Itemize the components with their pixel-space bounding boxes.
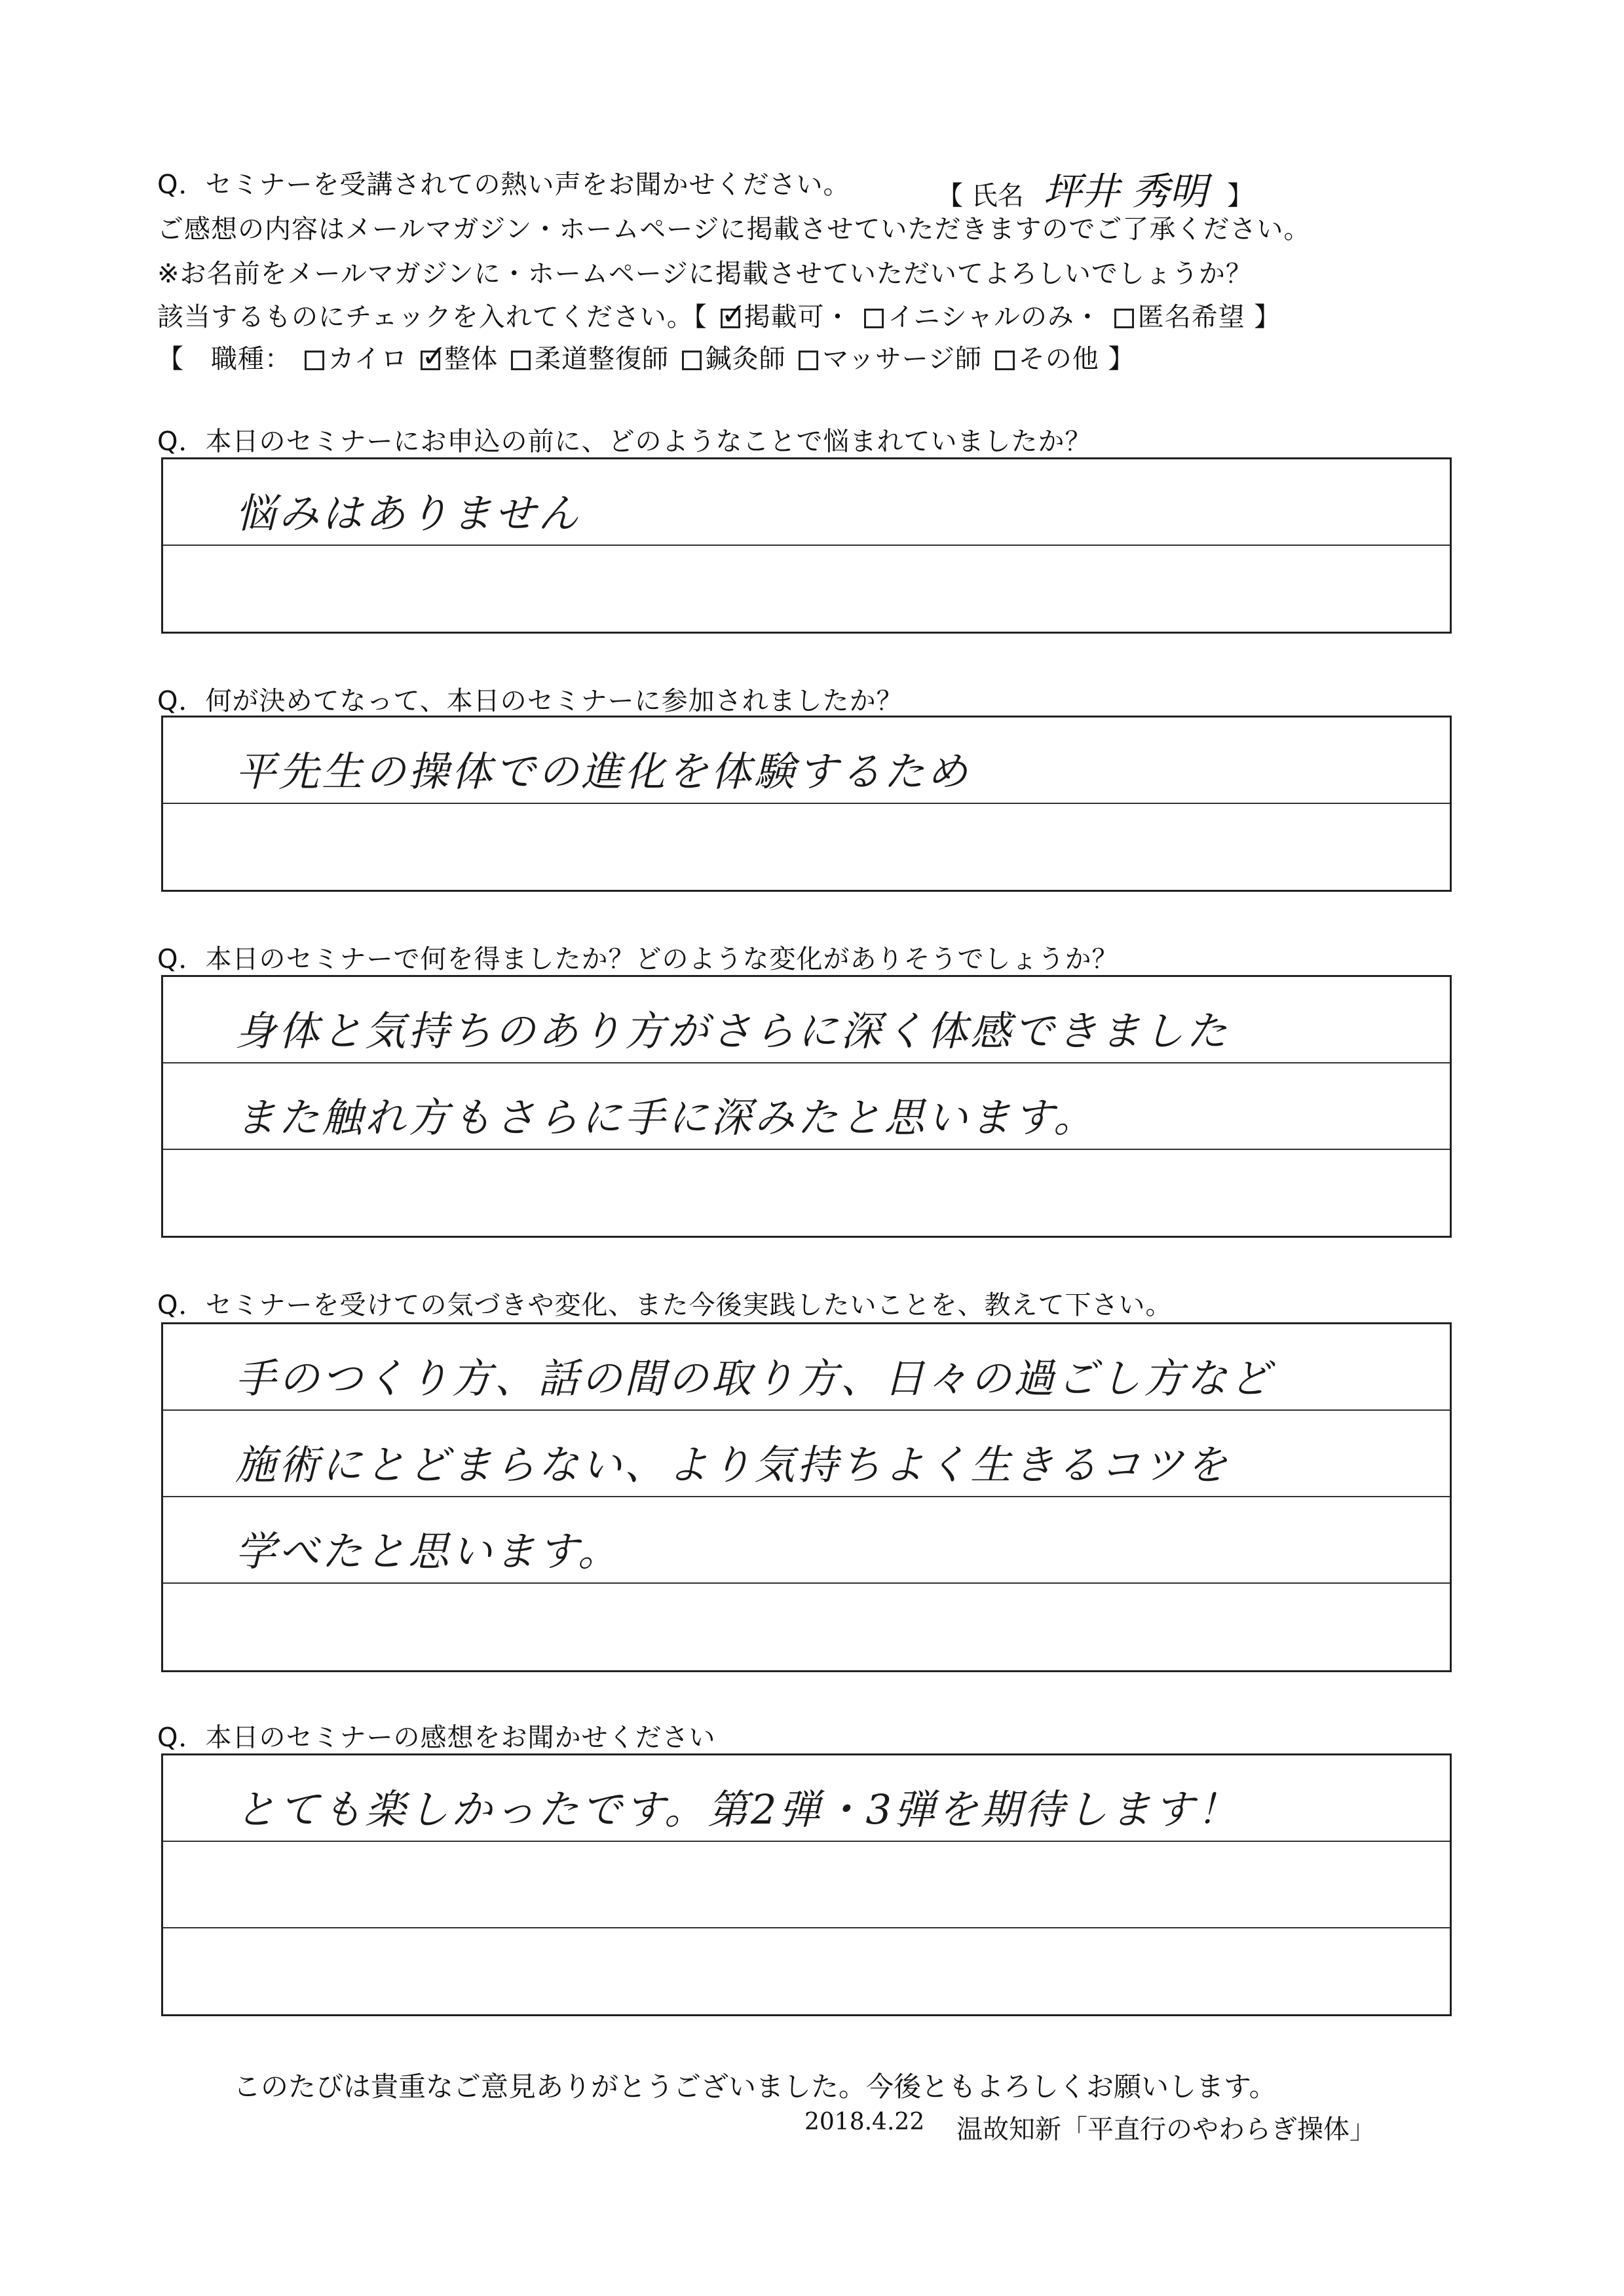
other-checkbox[interactable] (995, 351, 1015, 370)
footer-date: 2018.4.22 (804, 2109, 925, 2135)
anonymous-label: 匿名希望 (1137, 302, 1245, 332)
answer-line (163, 1063, 1450, 1150)
answer-text: 悩みはありません (235, 489, 582, 537)
answer-line (163, 1928, 1450, 2014)
publish-options-row (157, 296, 1281, 334)
name-value: 坪井 秀明 (1043, 169, 1208, 214)
answer-text: また触れ方もさらに手に深みたと思います。 (235, 1094, 1097, 1141)
answer-line (163, 1497, 1450, 1584)
answer-line (163, 1584, 1450, 1670)
massage-label: マッサージ師 (822, 344, 983, 374)
question-2: Q．何が決めてなって、本日のセミナーに参加されましたか？ (157, 686, 903, 716)
occupation-label: 【 職種： (157, 344, 292, 374)
publish-ok-checkbox[interactable] (721, 309, 740, 328)
massage-checkbox[interactable] (799, 351, 818, 370)
judo-therapist-label: 柔道整復師 (534, 344, 669, 374)
initials-only-label: イニシャルのみ・ (888, 302, 1101, 332)
chiro-label: カイロ (328, 344, 408, 374)
answer-box-2[interactable] (161, 716, 1452, 892)
answer-text: とても楽しかったです。第2弾・3弾を期待します！ (235, 1786, 1240, 1833)
seitai-label: 整体 (444, 344, 499, 374)
question-1: Q．本日のセミナーにお申込の前に、どのようなことで悩まれていましたか？ (157, 427, 1092, 457)
answer-box-4[interactable] (161, 1322, 1452, 1672)
answer-text: 身体と気持ちのあり方がさらに深く体感できました (235, 1007, 1230, 1055)
question-5: Q．本日のセミナーの感想をお聞かせください (157, 1723, 716, 1753)
answer-line (163, 977, 1450, 1063)
check-prompt: 該当するものにチェックを入れてください。【 (157, 302, 708, 332)
thanks-message: このたびは貴重なご意見ありがとうございました。今後ともよろしくお願いします。 (233, 2071, 1277, 2103)
answer-line (163, 546, 1450, 632)
answer-line (163, 1150, 1450, 1236)
question-3: Q．本日のセミナーで何を得ましたか？どのような変化がありそうでしょうか？ (157, 944, 1119, 974)
answer-box-3[interactable] (161, 975, 1452, 1238)
answer-text: 手のつくり方、話の間の取り方、日々の過ごし方など (235, 1354, 1274, 1402)
question-4: Q．セミナーを受けての気づきや変化、また今後実践したいことを、教えて下さい。 (157, 1290, 1173, 1320)
anonymous-checkbox[interactable] (1114, 309, 1134, 328)
name-label: 【 氏名 (937, 181, 1024, 211)
answer-line (163, 718, 1450, 804)
judo-therapist-checkbox[interactable] (511, 351, 531, 370)
name-field (937, 161, 1253, 216)
acupuncture-checkbox[interactable] (682, 351, 702, 370)
voice-question: Q．セミナーを受講されての熱い声をお聞かせください。 (157, 170, 850, 200)
name-publish-question: ※お名前をメールマガジンに・ホームページに掲載させていただいてよろしいでしょうか？ (157, 259, 1253, 289)
chiro-checkbox[interactable] (305, 351, 324, 370)
footer-event: 温故知新「平直行のやわらぎ操体」 (956, 2114, 1376, 2145)
answer-box-1[interactable] (161, 457, 1452, 634)
answer-line (163, 1842, 1450, 1928)
publish-ok-label: 掲載可・ (744, 302, 852, 332)
acupuncture-label: 鍼灸師 (705, 344, 786, 374)
answer-box-5[interactable] (161, 1753, 1452, 2016)
occupation-close: 】 (1108, 344, 1135, 374)
occupation-row (157, 338, 1135, 375)
answer-line (163, 459, 1450, 546)
answer-line (163, 1755, 1450, 1842)
seitai-checkbox[interactable] (421, 351, 440, 370)
other-label: その他 (1018, 344, 1099, 374)
initials-only-checkbox[interactable] (864, 309, 884, 328)
answer-line (163, 804, 1450, 890)
answer-text: 学べたと思います。 (235, 1527, 622, 1575)
publish-note: ご感想の内容はメールマガジン・ホームページに掲載させていただきますのでご了承ください。 (157, 214, 1311, 244)
answer-line (163, 1411, 1450, 1497)
answer-text: 施術にとどまらない、より気持ちよく生きるコツを (235, 1441, 1230, 1489)
answer-line (163, 1324, 1450, 1411)
publish-close: 】 (1254, 302, 1281, 332)
answer-text: 平先生の操体での進化を体験するため (235, 748, 971, 795)
name-label-close: 】 (1227, 181, 1254, 211)
